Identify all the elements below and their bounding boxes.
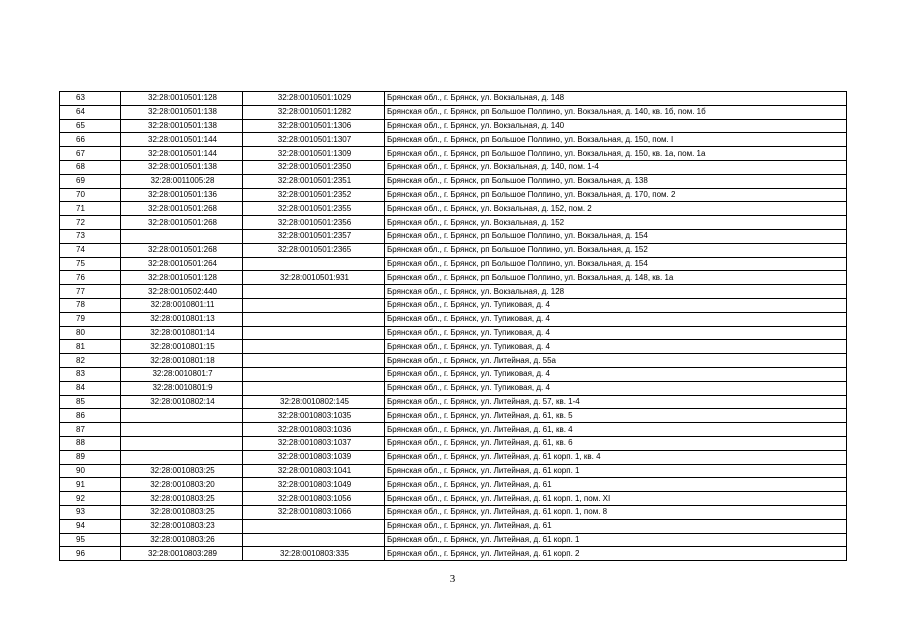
address-cell: Брянская обл., г. Брянск, ул. Литейная, д. 61 (385, 519, 847, 533)
address-cell: Брянская обл., г. Брянск, ул. Литейная, д. 61 корп. 2 (385, 547, 847, 561)
row-number-cell: 92 (60, 492, 121, 506)
row-number-cell: 94 (60, 519, 121, 533)
parcel-cadastral-number-cell: 32:28:0010803:23 (121, 519, 243, 533)
address-cell: Брянская обл., г. Брянск, ул. Тупиковая, д. 4 (385, 298, 847, 312)
table-row (60, 119, 847, 133)
table-row (60, 547, 847, 561)
table-row (60, 160, 847, 174)
address-cell: Брянская обл., г. Брянск, ул. Литейная, д. 61 корп. 1, пом. XI (385, 492, 847, 506)
object-cadastral-number-cell: 32:28:0010501:2350 (243, 160, 385, 174)
table-row (60, 298, 847, 312)
row-number-cell: 77 (60, 285, 121, 299)
object-cadastral-number-cell: 32:28:0010803:1041 (243, 464, 385, 478)
table-row (60, 285, 847, 299)
table-row (60, 340, 847, 354)
row-number-cell: 66 (60, 133, 121, 147)
row-number-cell: 70 (60, 188, 121, 202)
address-cell: Брянская обл., г. Брянск, ул. Литейная, д. 61, кв. 4 (385, 423, 847, 437)
object-cadastral-number-cell (243, 257, 385, 271)
object-cadastral-number-cell: 32:28:0010501:1029 (243, 92, 385, 106)
row-number-cell: 86 (60, 409, 121, 423)
table-row (60, 505, 847, 519)
parcel-cadastral-number-cell: 32:28:0011005:28 (121, 174, 243, 188)
row-number-cell: 64 (60, 105, 121, 119)
parcel-cadastral-number-cell: 32:28:0010502:440 (121, 285, 243, 299)
address-cell: Брянская обл., г. Брянск, ул. Тупиковая, д. 4 (385, 326, 847, 340)
row-number-cell: 88 (60, 436, 121, 450)
address-cell: Брянская обл., г. Брянск, рп Большое Полпино, ул. Вокзальная, д. 140, кв. 1б, пом. 1б (385, 105, 847, 119)
row-number-cell: 65 (60, 119, 121, 133)
object-cadastral-number-cell (243, 381, 385, 395)
row-number-cell: 91 (60, 478, 121, 492)
row-number-cell: 90 (60, 464, 121, 478)
parcel-cadastral-number-cell: 32:28:0010501:138 (121, 105, 243, 119)
parcel-cadastral-number-cell: 32:28:0010801:13 (121, 312, 243, 326)
object-cadastral-number-cell (243, 326, 385, 340)
table-row (60, 395, 847, 409)
table-row (60, 436, 847, 450)
table-row (60, 105, 847, 119)
object-cadastral-number-cell (243, 340, 385, 354)
parcel-cadastral-number-cell: 32:28:0010801:9 (121, 381, 243, 395)
object-cadastral-number-cell: 32:28:0010803:1049 (243, 478, 385, 492)
row-number-cell: 76 (60, 271, 121, 285)
object-cadastral-number-cell: 32:28:0010501:2357 (243, 229, 385, 243)
row-number-cell: 73 (60, 229, 121, 243)
address-cell: Брянская обл., г. Брянск, рп Большое Полпино, ул. Вокзальная, д. 152 (385, 243, 847, 257)
address-cell: Брянская обл., г. Брянск, ул. Вокзальная, д. 140 (385, 119, 847, 133)
object-cadastral-number-cell: 32:28:0010803:1066 (243, 505, 385, 519)
row-number-cell: 75 (60, 257, 121, 271)
parcel-cadastral-number-cell (121, 436, 243, 450)
parcel-cadastral-number-cell (121, 450, 243, 464)
row-number-cell: 63 (60, 92, 121, 106)
parcel-cadastral-number-cell: 32:28:0010803:289 (121, 547, 243, 561)
row-number-cell: 78 (60, 298, 121, 312)
address-cell: Брянская обл., г. Брянск, ул. Вокзальная, д. 152, пом. 2 (385, 202, 847, 216)
table-row (60, 450, 847, 464)
address-cell: Брянская обл., г. Брянск, ул. Литейная, д. 61 (385, 478, 847, 492)
row-number-cell: 95 (60, 533, 121, 547)
address-cell: Брянская обл., г. Брянск, ул. Вокзальная, д. 140, пом. 1-4 (385, 160, 847, 174)
row-number-cell: 93 (60, 505, 121, 519)
address-cell: Брянская обл., г. Брянск, рп Большое Полпино, ул. Вокзальная, д. 150, кв. 1а, пом. 1а (385, 147, 847, 161)
object-cadastral-number-cell (243, 285, 385, 299)
row-number-cell: 72 (60, 216, 121, 230)
address-cell: Брянская обл., г. Брянск, ул. Тупиковая, д. 4 (385, 312, 847, 326)
table-row (60, 147, 847, 161)
table-row (60, 133, 847, 147)
table-row (60, 188, 847, 202)
table-row (60, 478, 847, 492)
parcel-cadastral-number-cell: 32:28:0010501:144 (121, 133, 243, 147)
table-row (60, 381, 847, 395)
object-cadastral-number-cell: 32:28:0010501:1307 (243, 133, 385, 147)
object-cadastral-number-cell: 32:28:0010802:145 (243, 395, 385, 409)
row-number-cell: 68 (60, 160, 121, 174)
table-row (60, 464, 847, 478)
address-cell: Брянская обл., г. Брянск, ул. Вокзальная, д. 148 (385, 92, 847, 106)
object-cadastral-number-cell: 32:28:0010803:1056 (243, 492, 385, 506)
table-row (60, 312, 847, 326)
address-cell: Брянская обл., г. Брянск, ул. Тупиковая, д. 4 (385, 367, 847, 381)
object-cadastral-number-cell: 32:28:0010803:335 (243, 547, 385, 561)
address-cell: Брянская обл., г. Брянск, рп Большое Полпино, ул. Вокзальная, д. 148, кв. 1а (385, 271, 847, 285)
parcel-cadastral-number-cell: 32:28:0010801:18 (121, 354, 243, 368)
address-cell: Брянская обл., г. Брянск, ул. Литейная, д. 61, кв. 6 (385, 436, 847, 450)
object-cadastral-number-cell: 32:28:0010803:1036 (243, 423, 385, 437)
object-cadastral-number-cell: 32:28:0010501:2351 (243, 174, 385, 188)
table-row (60, 216, 847, 230)
table-row (60, 519, 847, 533)
parcel-cadastral-number-cell: 32:28:0010501:138 (121, 160, 243, 174)
object-cadastral-number-cell: 32:28:0010501:931 (243, 271, 385, 285)
table-row (60, 354, 847, 368)
address-cell: Брянская обл., г. Брянск, ул. Литейная, д. 55а (385, 354, 847, 368)
parcel-cadastral-number-cell: 32:28:0010801:7 (121, 367, 243, 381)
object-cadastral-number-cell: 32:28:0010501:2356 (243, 216, 385, 230)
object-cadastral-number-cell (243, 367, 385, 381)
parcel-cadastral-number-cell: 32:28:0010501:268 (121, 243, 243, 257)
object-cadastral-number-cell: 32:28:0010803:1035 (243, 409, 385, 423)
table-row (60, 92, 847, 106)
table-body (60, 92, 847, 561)
object-cadastral-number-cell (243, 312, 385, 326)
parcel-cadastral-number-cell: 32:28:0010801:14 (121, 326, 243, 340)
table-row (60, 423, 847, 437)
row-number-cell: 71 (60, 202, 121, 216)
address-cell: Брянская обл., г. Брянск, ул. Литейная, д. 57, кв. 1-4 (385, 395, 847, 409)
address-cell: Брянская обл., г. Брянск, ул. Вокзальная, д. 152 (385, 216, 847, 230)
parcel-cadastral-number-cell: 32:28:0010501:144 (121, 147, 243, 161)
parcel-cadastral-number-cell: 32:28:0010803:25 (121, 492, 243, 506)
object-cadastral-number-cell: 32:28:0010803:1039 (243, 450, 385, 464)
address-cell: Брянская обл., г. Брянск, ул. Литейная, д. 61 корп. 1, кв. 4 (385, 450, 847, 464)
table-row (60, 202, 847, 216)
table-row (60, 409, 847, 423)
address-cell: Брянская обл., г. Брянск, ул. Тупиковая, д. 4 (385, 381, 847, 395)
object-cadastral-number-cell: 32:28:0010501:2365 (243, 243, 385, 257)
parcel-cadastral-number-cell (121, 229, 243, 243)
object-cadastral-number-cell: 32:28:0010803:1037 (243, 436, 385, 450)
row-number-cell: 79 (60, 312, 121, 326)
address-cell: Брянская обл., г. Брянск, ул. Литейная, д. 61 корп. 1 (385, 464, 847, 478)
address-cell: Брянская обл., г. Брянск, ул. Литейная, д. 61 корп. 1 (385, 533, 847, 547)
parcel-cadastral-number-cell: 32:28:0010803:25 (121, 464, 243, 478)
row-number-cell: 85 (60, 395, 121, 409)
address-cell: Брянская обл., г. Брянск, рп Большое Полпино, ул. Вокзальная, д. 138 (385, 174, 847, 188)
row-number-cell: 96 (60, 547, 121, 561)
table-row (60, 492, 847, 506)
table-row (60, 271, 847, 285)
row-number-cell: 69 (60, 174, 121, 188)
parcel-cadastral-number-cell (121, 423, 243, 437)
row-number-cell: 81 (60, 340, 121, 354)
address-cell: Брянская обл., г. Брянск, рп Большое Полпино, ул. Вокзальная, д. 150, пом. I (385, 133, 847, 147)
parcel-cadastral-number-cell: 32:28:0010501:128 (121, 271, 243, 285)
row-number-cell: 74 (60, 243, 121, 257)
row-number-cell: 87 (60, 423, 121, 437)
parcel-cadastral-number-cell: 32:28:0010501:264 (121, 257, 243, 271)
address-cell: Брянская обл., г. Брянск, рп Большое Полпино, ул. Вокзальная, д. 154 (385, 257, 847, 271)
page-number: 3 (449, 573, 456, 585)
object-cadastral-number-cell (243, 533, 385, 547)
parcel-cadastral-number-cell: 32:28:0010803:26 (121, 533, 243, 547)
table-row (60, 367, 847, 381)
object-cadastral-number-cell: 32:28:0010501:2352 (243, 188, 385, 202)
parcel-cadastral-number-cell: 32:28:0010803:25 (121, 505, 243, 519)
row-number-cell: 82 (60, 354, 121, 368)
table-row (60, 174, 847, 188)
parcel-cadastral-number-cell: 32:28:0010501:136 (121, 188, 243, 202)
table-row (60, 533, 847, 547)
table-row (60, 243, 847, 257)
row-number-cell: 89 (60, 450, 121, 464)
parcel-cadastral-number-cell: 32:28:0010803:20 (121, 478, 243, 492)
object-cadastral-number-cell (243, 519, 385, 533)
row-number-cell: 67 (60, 147, 121, 161)
row-number-cell: 83 (60, 367, 121, 381)
object-cadastral-number-cell: 32:28:0010501:1309 (243, 147, 385, 161)
parcel-cadastral-number-cell: 32:28:0010802:14 (121, 395, 243, 409)
parcel-cadastral-number-cell: 32:28:0010501:268 (121, 216, 243, 230)
table-row (60, 326, 847, 340)
address-cell: Брянская обл., г. Брянск, ул. Тупиковая, д. 4 (385, 340, 847, 354)
object-cadastral-number-cell (243, 354, 385, 368)
parcel-cadastral-number-cell: 32:28:0010501:128 (121, 92, 243, 106)
object-cadastral-number-cell: 32:28:0010501:2355 (243, 202, 385, 216)
address-cell: Брянская обл., г. Брянск, рп Большое Полпино, ул. Вокзальная, д. 170, пом. 2 (385, 188, 847, 202)
address-cell: Брянская обл., г. Брянск, рп Большое Полпино, ул. Вокзальная, д. 154 (385, 229, 847, 243)
parcel-cadastral-number-cell: 32:28:0010501:268 (121, 202, 243, 216)
object-cadastral-number-cell (243, 298, 385, 312)
address-cell: Брянская обл., г. Брянск, ул. Литейная, д. 61 корп. 1, пом. 8 (385, 505, 847, 519)
row-number-cell: 84 (60, 381, 121, 395)
row-number-cell: 80 (60, 326, 121, 340)
parcel-cadastral-number-cell: 32:28:0010801:11 (121, 298, 243, 312)
object-cadastral-number-cell: 32:28:0010501:1282 (243, 105, 385, 119)
table-row (60, 229, 847, 243)
parcel-cadastral-number-cell (121, 409, 243, 423)
parcel-cadastral-number-cell: 32:28:0010501:138 (121, 119, 243, 133)
object-cadastral-number-cell: 32:28:0010501:1306 (243, 119, 385, 133)
cadastral-table (59, 91, 847, 561)
table-row (60, 257, 847, 271)
parcel-cadastral-number-cell: 32:28:0010801:15 (121, 340, 243, 354)
address-cell: Брянская обл., г. Брянск, ул. Литейная, д. 61, кв. 5 (385, 409, 847, 423)
address-cell: Брянская обл., г. Брянск, ул. Вокзальная, д. 128 (385, 285, 847, 299)
